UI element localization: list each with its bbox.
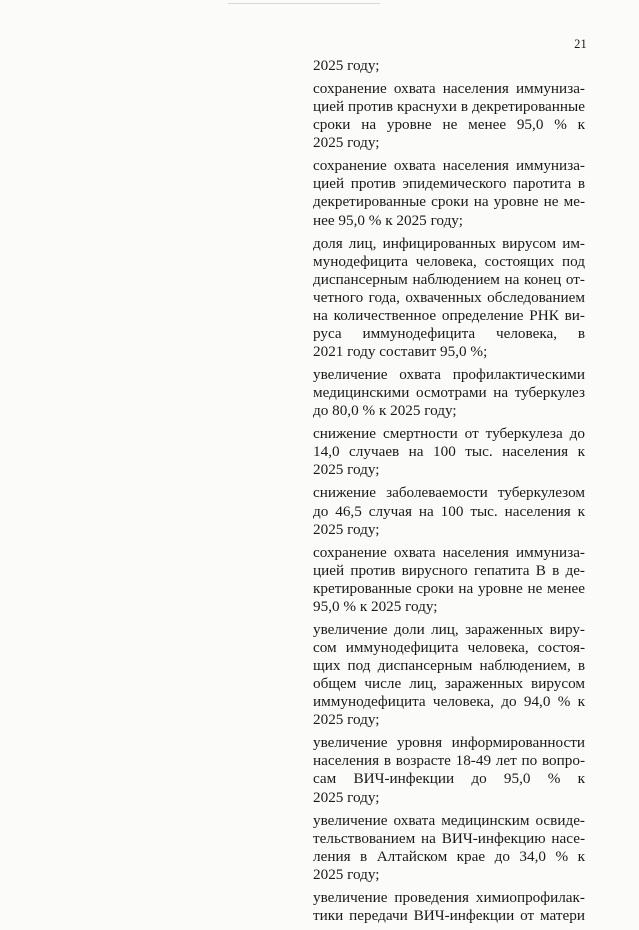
- list-item: [313, 425, 585, 479]
- text-line: сом иммунодефицита человека, состоя-: [313, 638, 585, 656]
- text-line: сохранение охвата населения иммуниза-: [313, 157, 585, 175]
- text-line: цией против краснухи в декретированные: [313, 98, 585, 116]
- text-line: 2021 году составит 95,0 %;: [313, 343, 488, 361]
- text-line: увеличение уровня информированности: [313, 734, 585, 752]
- text-line: цией против эпидемического паротита в: [313, 175, 585, 193]
- list-item: [313, 157, 585, 229]
- text-line: 2025 году;: [313, 461, 380, 479]
- text-line: до 80,0 % к 2025 году;: [313, 402, 457, 420]
- text-line: доля лиц, инфицированных вирусом им-: [313, 234, 585, 252]
- text-line: увеличение охвата медицинским освиде-: [313, 811, 585, 829]
- text-line: 2025 году;: [313, 865, 380, 883]
- text-line: руса иммунодефицита человека, в: [313, 324, 585, 342]
- text-line: нее 95,0 % к 2025 году;: [313, 211, 463, 229]
- text-line: мунодефицита человека, состоящих под: [313, 252, 585, 270]
- text-line: на количественное определение РНК ви-: [313, 306, 585, 324]
- text-line: населения в возрасте 18-49 лет по вопро-: [313, 752, 585, 770]
- text-line: сам ВИЧ-инфекции до 95,0 % к: [313, 770, 585, 788]
- text-line: увеличение проведения химиопрофилак-: [313, 888, 585, 906]
- text-line: 2025 году;: [313, 57, 380, 74]
- text-line: 14,0 случаев на 100 тыс. населения к: [313, 443, 585, 461]
- text-line: цией против вирусного гепатита В в де-: [313, 561, 585, 579]
- text-line: диспансерным наблюдением на конец от-: [313, 270, 585, 288]
- list-item: [313, 235, 585, 362]
- text-line: сохранение охвата населения иммуниза-: [313, 79, 585, 97]
- text-line: увеличение охвата профилактическими: [313, 366, 585, 384]
- text-line: ления в Алтайском крае до 34,0 % к: [313, 847, 585, 865]
- list-item: [313, 80, 585, 152]
- text-line: сроки на уровне не менее 95,0 % к: [313, 116, 585, 134]
- list-item: [313, 734, 585, 806]
- document-body: [313, 57, 585, 930]
- list-item: [313, 889, 585, 925]
- list-item: [313, 544, 585, 616]
- text-line: 2025 году;: [313, 134, 380, 152]
- text-line: иммунодефицита человека, до 94,0 % к: [313, 693, 585, 711]
- text-line: тельствованием на ВИЧ-инфекцию насе-: [313, 829, 585, 847]
- scan-edge-line: [228, 3, 380, 4]
- text-line: снижение заболеваемости туберкулезом: [313, 484, 585, 502]
- text-line: декретированные сроки на уровне не ме-: [313, 193, 585, 211]
- text-line: снижение смертности от туберкулеза до: [313, 425, 585, 443]
- text-line: увеличение доли лиц, зараженных виру-: [313, 620, 585, 638]
- text-line: до 46,5 случая на 100 тыс. населения к: [313, 502, 585, 520]
- text-line: сохранение охвата населения иммуниза-: [313, 543, 585, 561]
- text-line: медицинскими осмотрами на туберкулез: [313, 384, 585, 402]
- text-line: тики передачи ВИЧ-инфекции от матери: [313, 906, 585, 924]
- text-line: кретированные сроки на уровне не менее: [313, 579, 585, 597]
- text-line: 2025 году;: [313, 711, 380, 729]
- list-item: [313, 57, 585, 75]
- text-line: 95,0 % к 2025 году;: [313, 597, 438, 615]
- text-line: щих под диспансерным наблюдением, в: [313, 657, 585, 675]
- text-line: 2025 году;: [313, 788, 380, 806]
- list-item: [313, 621, 585, 730]
- text-line: общем числе лиц, зараженных вирусом: [313, 675, 585, 693]
- text-line: четного года, охваченных обследованием: [313, 288, 585, 306]
- list-item: [313, 812, 585, 884]
- text-line: 2025 году;: [313, 520, 380, 538]
- page-number: 21: [574, 37, 587, 51]
- list-item: [313, 484, 585, 538]
- list-item: [313, 366, 585, 420]
